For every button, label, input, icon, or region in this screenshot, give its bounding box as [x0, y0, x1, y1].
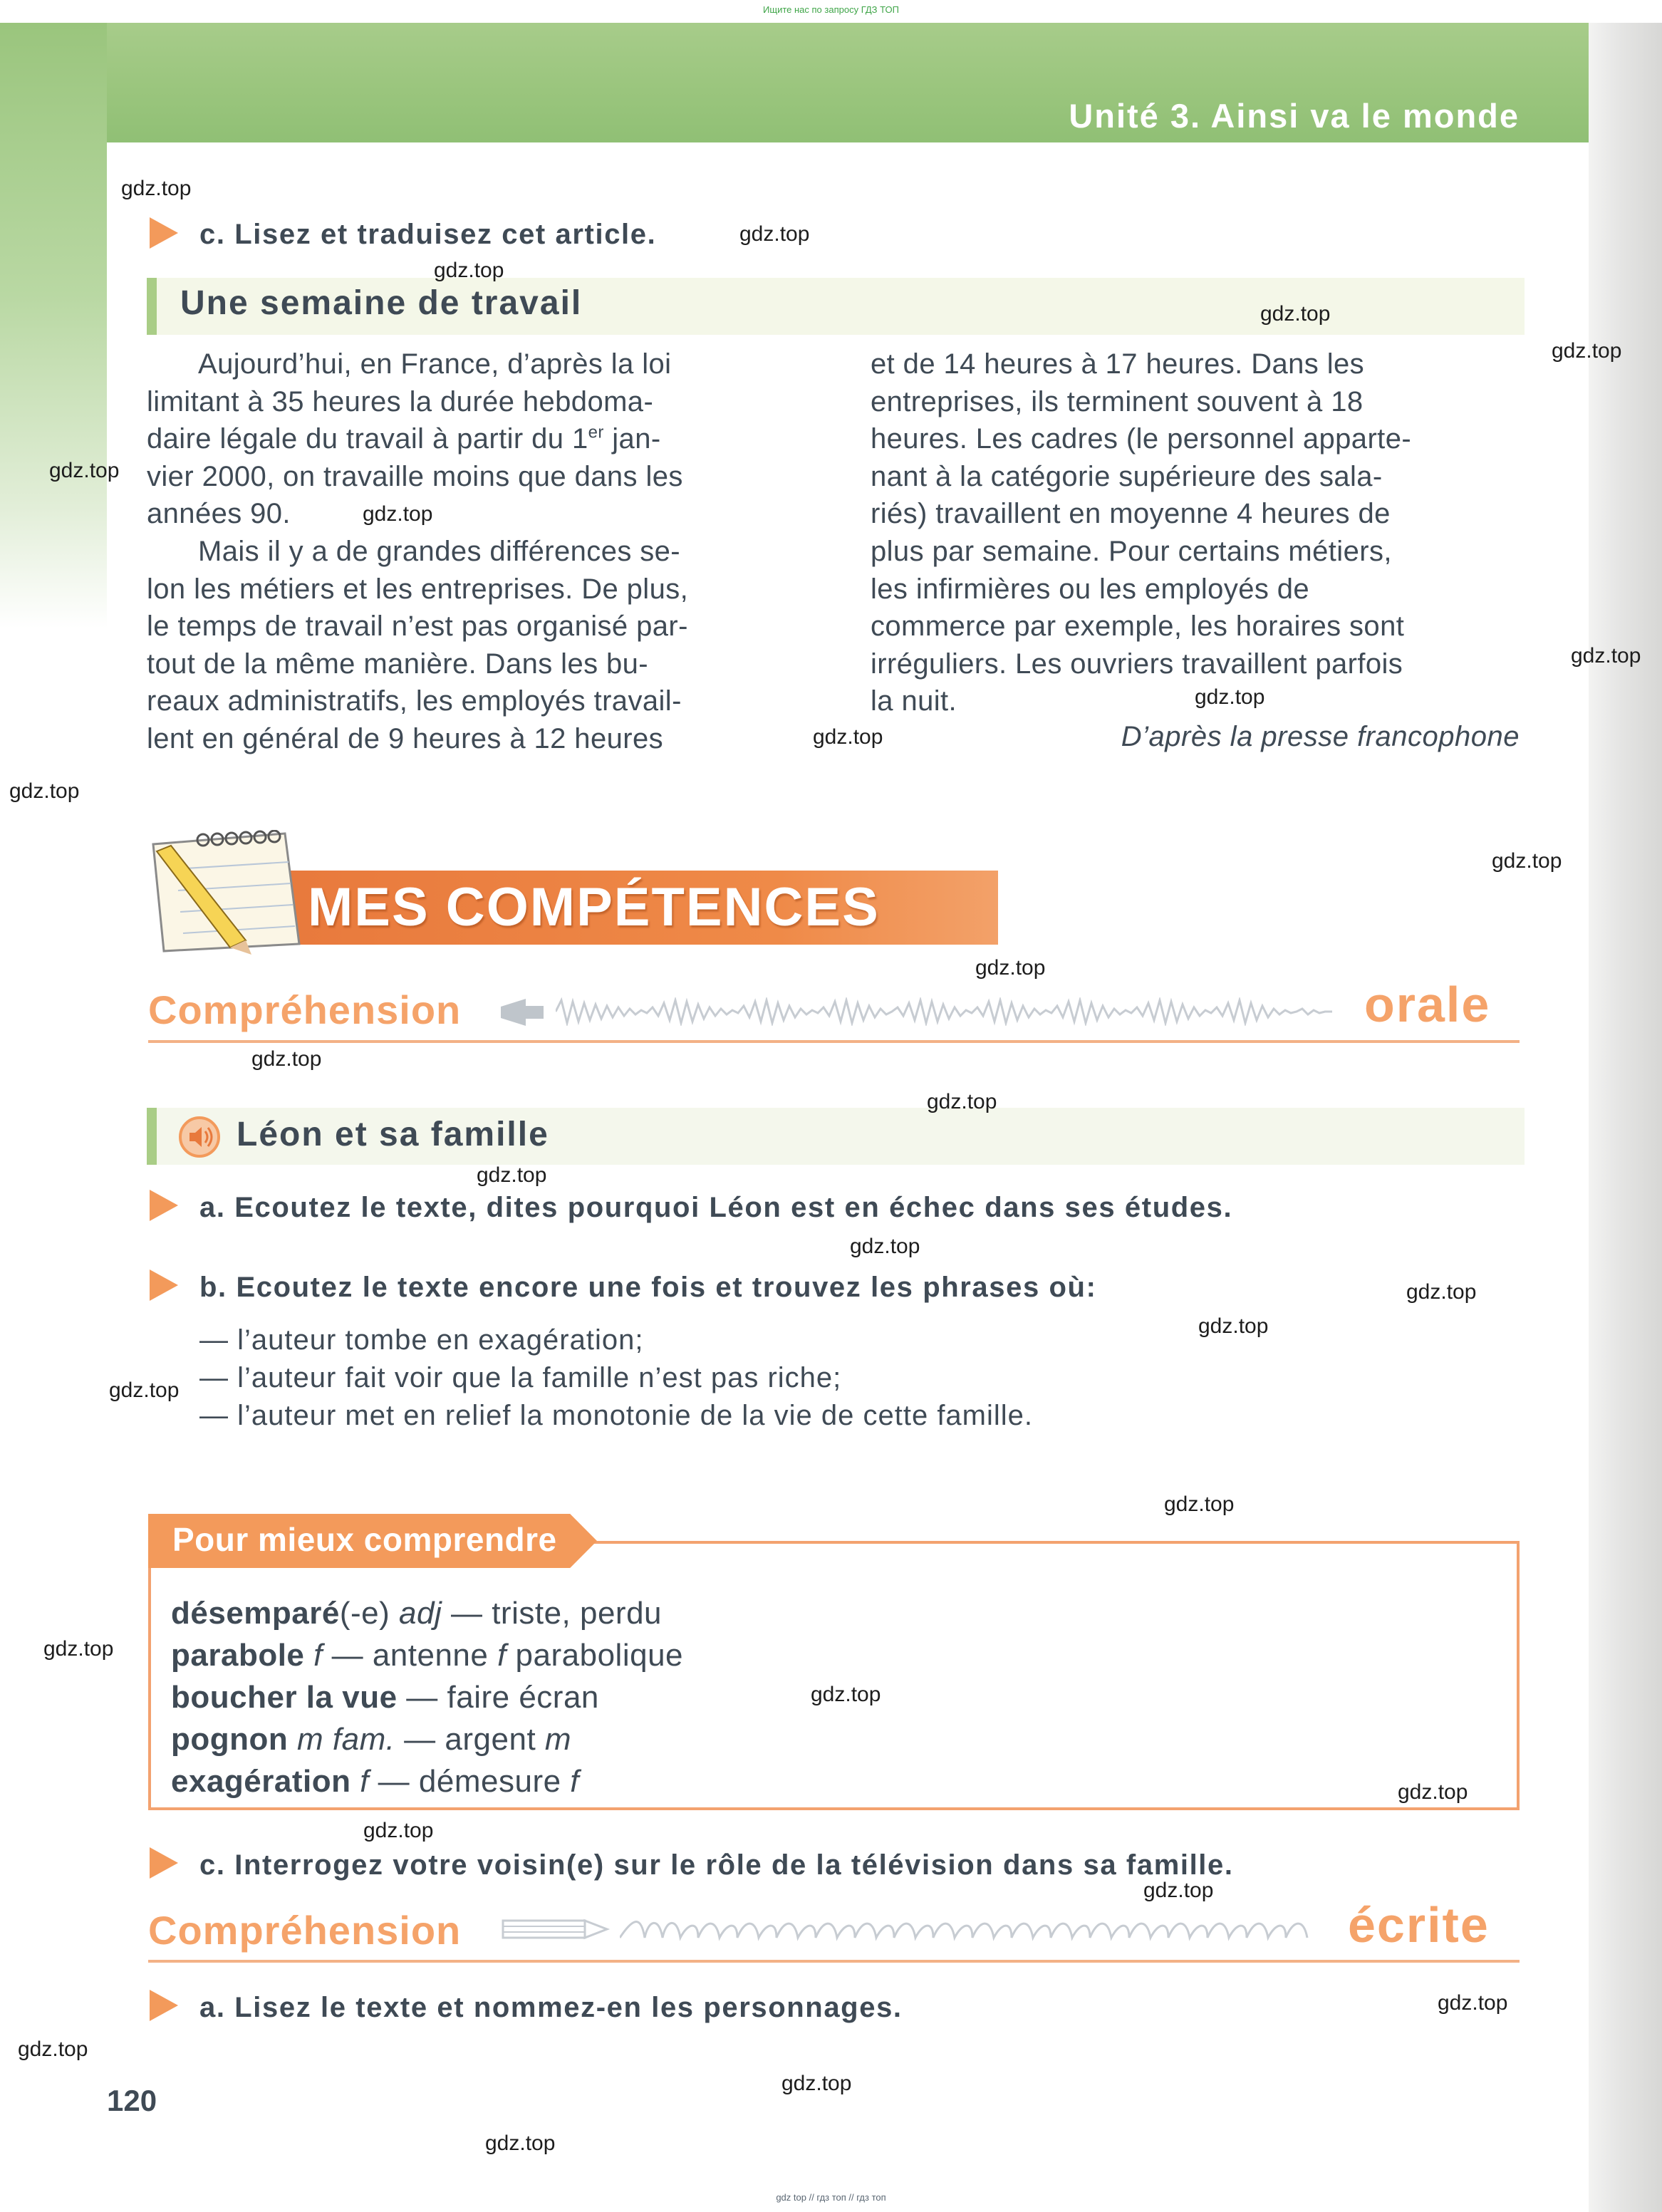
- watermark: gdz.top: [1492, 849, 1562, 873]
- section-oral-right: orale: [1364, 977, 1491, 1032]
- watermark: gdz.top: [1260, 302, 1331, 326]
- section-written-left: Compréhension: [148, 1908, 462, 1953]
- article-line: riés) travaillent en moyenne 4 heures de: [871, 498, 1391, 530]
- watermark: gdz.top: [363, 502, 433, 526]
- watermark: gdz.top: [121, 177, 192, 200]
- watermark: gdz.top: [975, 956, 1046, 980]
- watermark: gdz.top: [18, 2037, 88, 2061]
- article-title-marker: [147, 278, 157, 335]
- glossary-title: Pour mieux comprendre: [172, 1521, 557, 1558]
- watermark: gdz.top: [739, 222, 810, 246]
- list-item: — l’auteur tombe en exagération;: [199, 1324, 644, 1356]
- article-source: D’après la presse francophone: [1121, 721, 1520, 752]
- glossary-row: désemparé(-e) adj — triste, perdu: [171, 1596, 663, 1631]
- watermark: gdz.top: [434, 259, 504, 282]
- watermark: gdz.top: [477, 1163, 547, 1187]
- article-line: plus par semaine. Pour certains métiers,: [871, 535, 1392, 567]
- watermark: gdz.top: [1552, 339, 1622, 363]
- task-c-article: c. Lisez et traduisez cet article.: [199, 219, 657, 250]
- glossary-row: parabole f — antenne f parabolique: [171, 1638, 684, 1673]
- watermark: gdz.top: [485, 2131, 556, 2155]
- watermark: gdz.top: [363, 1819, 434, 1842]
- article-line: les infirmières ou les employés de: [871, 573, 1310, 605]
- article-right-column: [871, 346, 1519, 720]
- arrow-icon: [150, 217, 178, 249]
- audio-icon[interactable]: [178, 1116, 221, 1158]
- watermark: gdz.top: [43, 1637, 114, 1661]
- article-line: irréguliers. Les ouvriers travaillent parfois: [871, 648, 1403, 680]
- article-line: nant à la catégorie supérieure des sala-: [871, 460, 1383, 492]
- listening-bullets: [199, 1322, 1033, 1435]
- watermark: gdz.top: [850, 1235, 920, 1258]
- glossary-list: [171, 1592, 683, 1802]
- article-left-column: [147, 346, 794, 758]
- pen-icon: [500, 1915, 614, 1943]
- watermark: gdz.top: [251, 1047, 322, 1071]
- handwriting-decoration: [620, 1909, 1332, 1952]
- watermark: gdz.top: [781, 2072, 852, 2095]
- notepad-pencil-icon: [146, 830, 310, 955]
- watermark: gdz.top: [1195, 685, 1265, 709]
- article-line: commerce par exemple, les horaires sont: [871, 611, 1405, 643]
- watermark: gdz.top: [109, 1378, 180, 1402]
- arrow-icon: [150, 1847, 178, 1879]
- banner-title: MES COMPÉTENCES: [308, 877, 880, 938]
- article-line: entreprises, ils terminent souvent à 18: [871, 385, 1364, 417]
- article-line: Mais il y a de grandes différences se-: [198, 535, 681, 567]
- article-line: et de 14 heures à 17 heures. Dans les: [871, 348, 1365, 380]
- watermark: gdz.top: [1198, 1314, 1269, 1338]
- watermark: gdz.top: [1406, 1280, 1477, 1304]
- article-line: heures. Les cadres (le personnel apparte-: [871, 423, 1412, 455]
- list-item: — l’auteur fait voir que la famille n’est pas riche;: [199, 1362, 842, 1393]
- article-line: années 90.: [147, 498, 291, 530]
- bottom-link[interactable]: gdz top // гдз топ // гдз топ: [776, 2192, 886, 2203]
- article-title: Une semaine de travail: [180, 284, 583, 322]
- watermark: gdz.top: [9, 779, 80, 803]
- superscript-er: er: [588, 422, 604, 442]
- watermark: gdz.top: [927, 1090, 997, 1113]
- task-c-neighbor: c. Interrogez votre voisin(e) sur le rôle de la télévision dans sa famille.: [199, 1849, 1234, 1881]
- left-decor-band: [0, 23, 107, 628]
- listening-title-marker: [147, 1108, 157, 1165]
- watermark: gdz.top: [811, 1683, 881, 1706]
- glossary-row: exagération f — démesure f: [171, 1764, 580, 1799]
- article-line: limitant à 35 heures la durée hebdoma-: [147, 385, 654, 417]
- article-line: reaux administratifs, les employés travail-: [147, 685, 682, 717]
- article-line: Aujourd’hui, en France, d’après la loi: [198, 348, 672, 380]
- unit-title: Unité 3. Ainsi va le monde: [1069, 97, 1520, 135]
- watermark: gdz.top: [813, 725, 883, 749]
- section-written-rule: [148, 1960, 1520, 1963]
- task-a-listen: a. Ecoutez le texte, dites pourquoi Léon est en échec dans ses études.: [199, 1192, 1233, 1223]
- glossary-row: boucher la vue — faire écran: [171, 1680, 599, 1715]
- article-line: lent en général de 9 heures à 12 heures: [147, 722, 664, 754]
- watermark: gdz.top: [1164, 1492, 1235, 1516]
- listening-title: Léon et sa famille: [237, 1116, 549, 1153]
- article-line: vier 2000, on travaille moins que dans les: [147, 460, 683, 492]
- top-search-link[interactable]: Ищите нас по запросу ГДЗ ТОП: [763, 4, 899, 15]
- list-item: — l’auteur met en relief la monotonie de la vie de cette famille.: [199, 1400, 1034, 1431]
- arrow-icon: [150, 1190, 178, 1221]
- arrow-icon: [150, 1990, 178, 2021]
- watermark: gdz.top: [1398, 1780, 1468, 1804]
- watermark: gdz.top: [1571, 644, 1641, 668]
- watermark: gdz.top: [49, 459, 120, 482]
- watermark: gdz.top: [1438, 1991, 1508, 2015]
- section-written-right: écrite: [1348, 1897, 1490, 1953]
- task-a-read: a. Lisez le texte et nommez-en les personnages.: [199, 1992, 903, 2023]
- article-line: le temps de travail n’est pas organisé par-: [147, 611, 688, 643]
- article-line: tout de la même manière. Dans les bu-: [147, 648, 649, 680]
- section-oral-left: Compréhension: [148, 987, 462, 1032]
- sound-wave-decoration: [556, 997, 1354, 1026]
- watermark: gdz.top: [1143, 1879, 1214, 1902]
- arrow-icon: [150, 1269, 178, 1301]
- article-line: lon les métiers et les entreprises. De plus,: [147, 573, 689, 605]
- glossary-row: pognon m fam. — argent m: [171, 1722, 572, 1757]
- megaphone-icon: [497, 996, 547, 1029]
- page-number: 120: [107, 2084, 157, 2117]
- task-b-listen: b. Ecoutez le texte encore une fois et trouvez les phrases où:: [199, 1272, 1097, 1303]
- section-oral-rule: [148, 1040, 1520, 1043]
- article-line: la nuit.: [871, 685, 957, 717]
- article-line: daire légale du travail à partir du 1er jan-: [147, 422, 661, 455]
